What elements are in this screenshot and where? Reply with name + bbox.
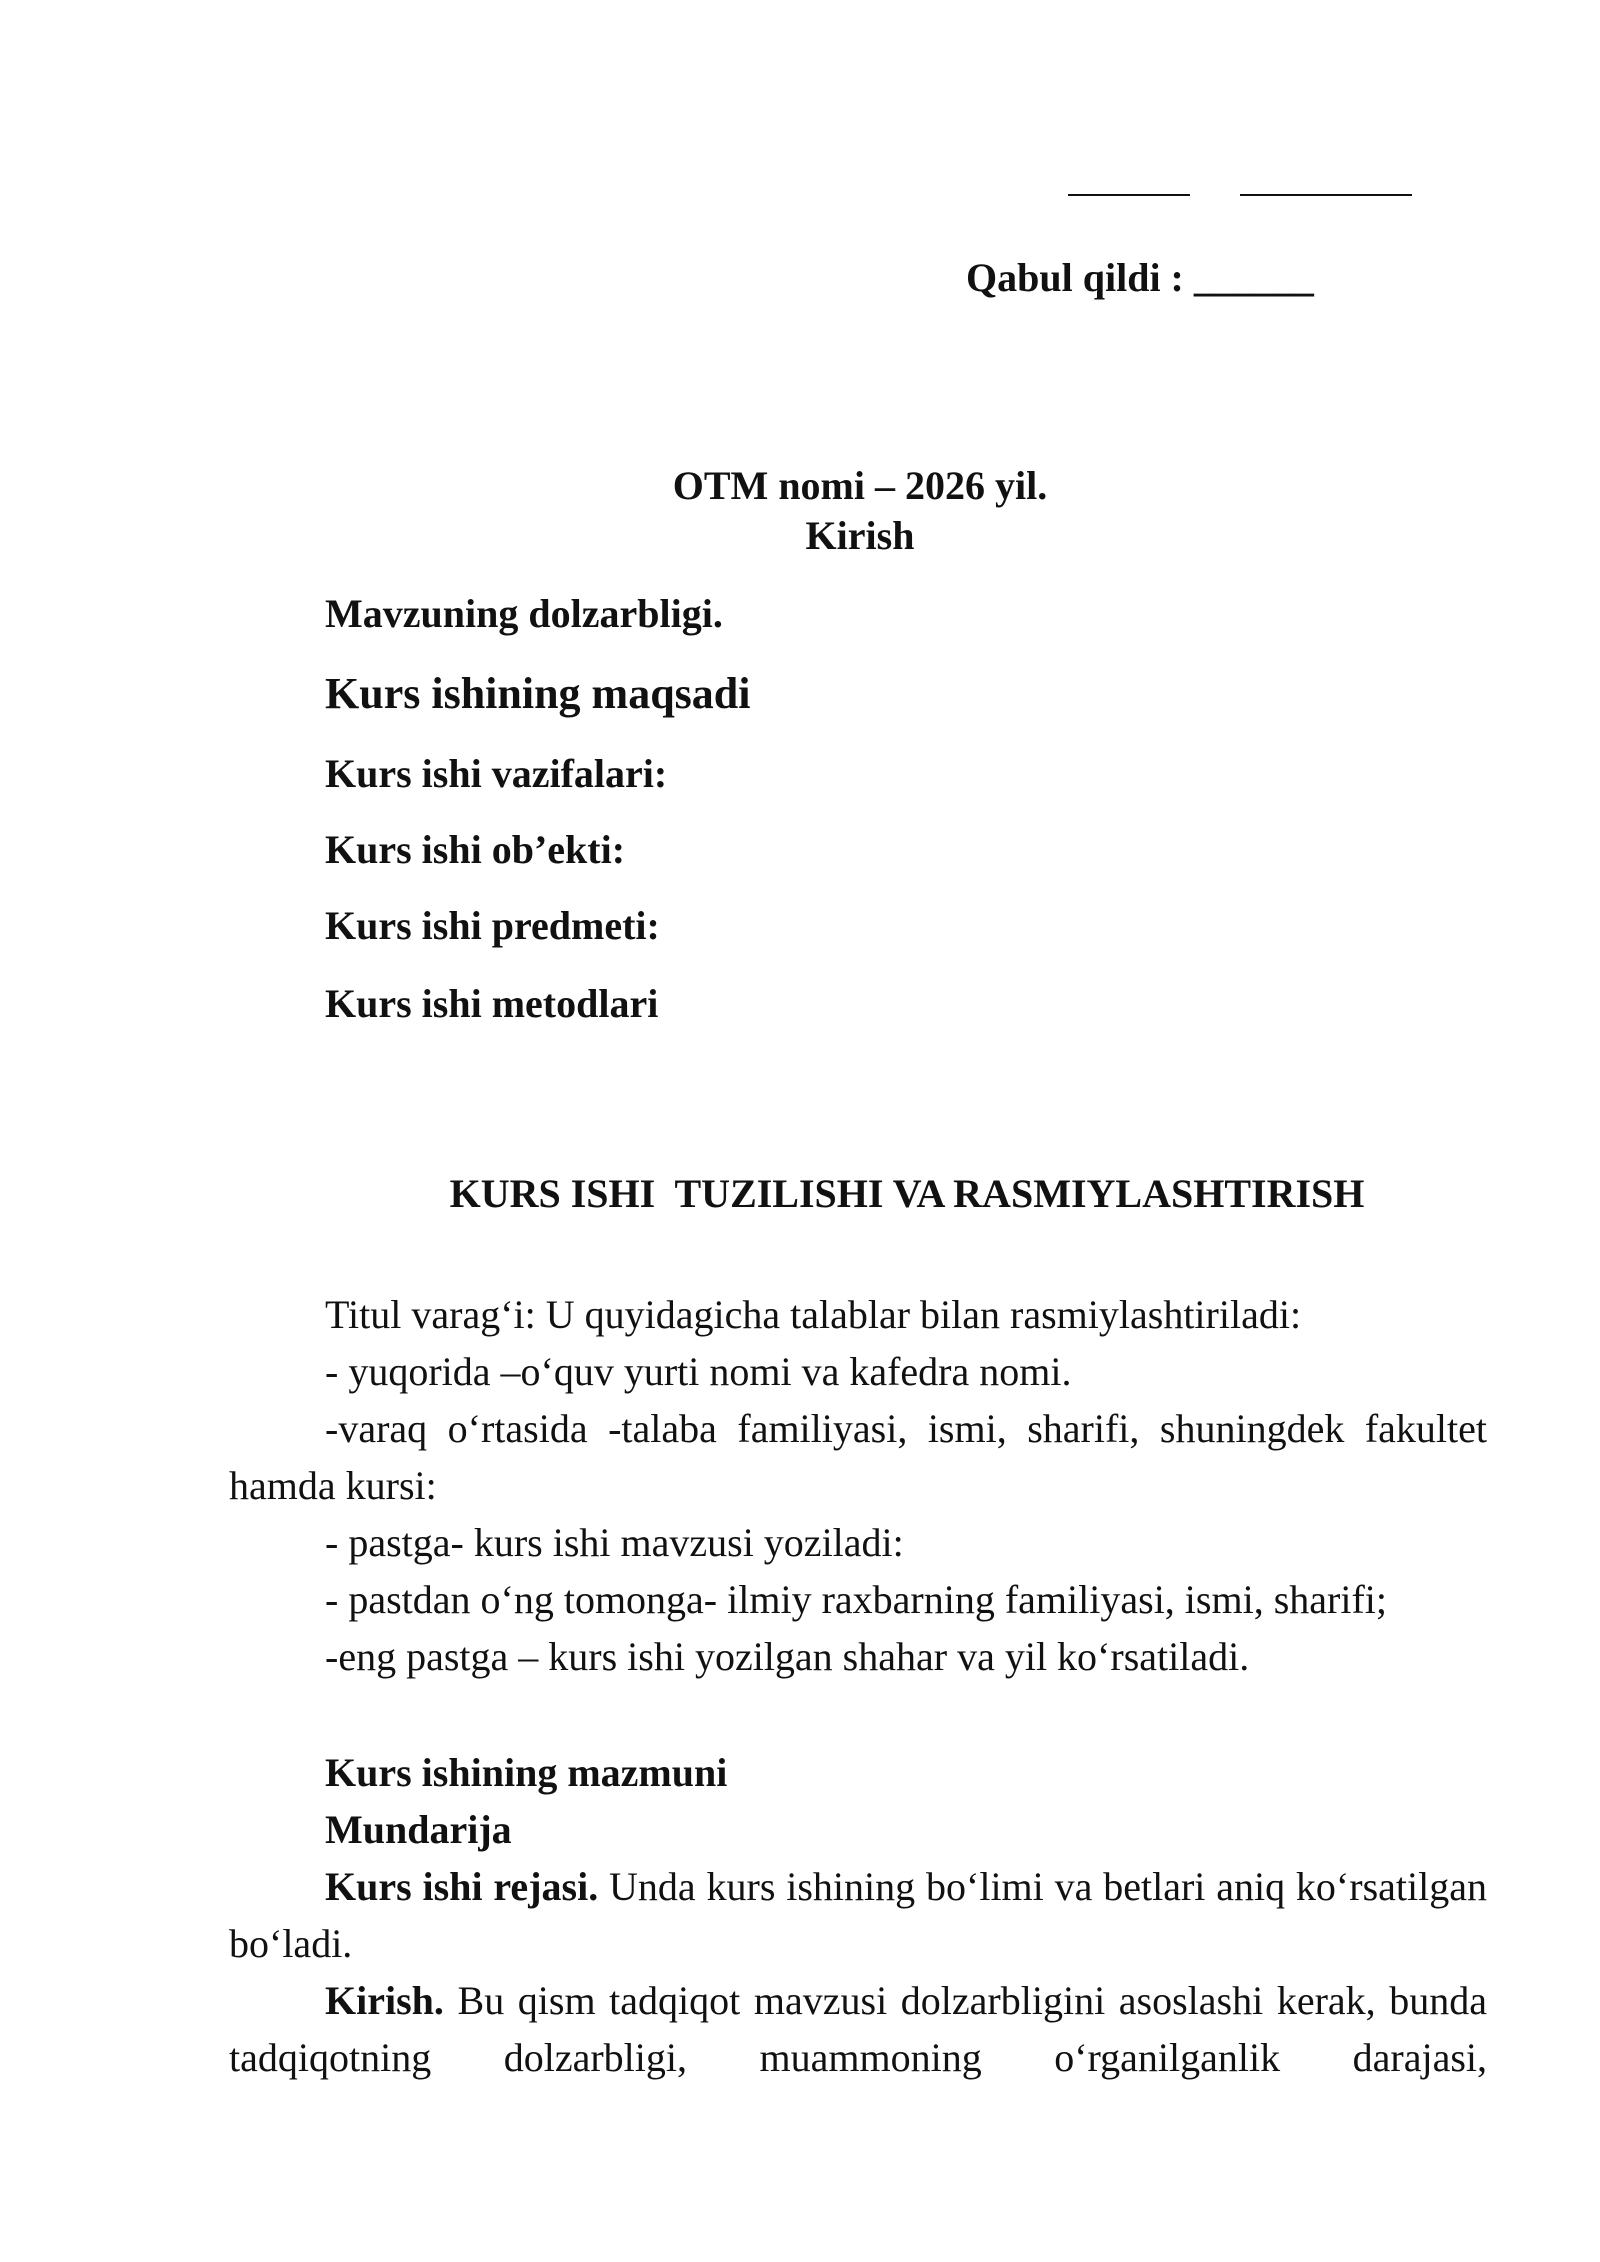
section-title: KURS ISHI TUZILISHI VA RASMIYLASHTIRISH	[449, 1171, 1365, 1216]
content-section	[229, 1744, 1487, 2086]
signature-blank-line	[1068, 194, 1190, 196]
paragraph: - yuqorida –o‘quv yurti nomi va kafedra nomi.	[325, 1349, 1072, 1394]
heading-relevance: Mavzuning dolzarbligi.	[325, 591, 723, 636]
paragraph: - pastga- kurs ishi mavzusi yoziladi:	[325, 1520, 904, 1565]
institution-year-line: OTM nomi – 2026 yil.	[672, 463, 1048, 508]
heading-methods: Kurs ishi metodlari	[325, 981, 659, 1026]
paragraph: -eng pastga – kurs ishi yozilgan shahar va yil ko‘rsatiladi.	[325, 1634, 1250, 1679]
intro-paragraph	[229, 1972, 1487, 2086]
plan-label: Kurs ishi rejasi.	[325, 1864, 599, 1909]
plan-text: Unda kurs ishining bo‘limi va betlari aniq ko‘rsatilgan bo‘ladi.	[229, 1864, 1487, 1966]
heading-subject: Kurs ishi predmeti:	[325, 903, 660, 948]
intro-label: Kirish.	[325, 1978, 444, 2023]
heading-object: Kurs ishi ob’ekti:	[325, 827, 626, 872]
paragraph: -varaq o‘rtasida -talaba familiyasi, ismi, sharifi, shuningdek fakultet hamda kursi:	[229, 1406, 1487, 1508]
signature-blank-line	[1240, 194, 1412, 196]
paragraph: - pastdan o‘ng tomonga- ilmiy raxbarning familiyasi, ismi, sharifi;	[325, 1577, 1388, 1622]
intro-text: Bu qism tadqiqot mavzusi dolzarbligini asoslashi kerak, bunda tadqiqotning dolzarbligi, muammoning o‘rganilganlik darajasi,	[229, 1978, 1487, 2080]
content-heading: Kurs ishining mazmuni	[325, 1750, 728, 1795]
heading-tasks: Kurs ishi vazifalari:	[325, 751, 668, 796]
introduction-title: Kirish	[805, 513, 915, 558]
plan-paragraph	[229, 1858, 1487, 1972]
paragraph: Titul varag‘i: U quyidagicha talablar bilan rasmiylashtiriladi:	[325, 1292, 1302, 1337]
accepted-by-label: Qabul qildi : ______	[966, 255, 1314, 300]
toc-heading: Mundarija	[325, 1807, 512, 1852]
heading-goal: Kurs ishining maqsadi	[325, 669, 751, 718]
title-page-requirements	[229, 1286, 1487, 1685]
